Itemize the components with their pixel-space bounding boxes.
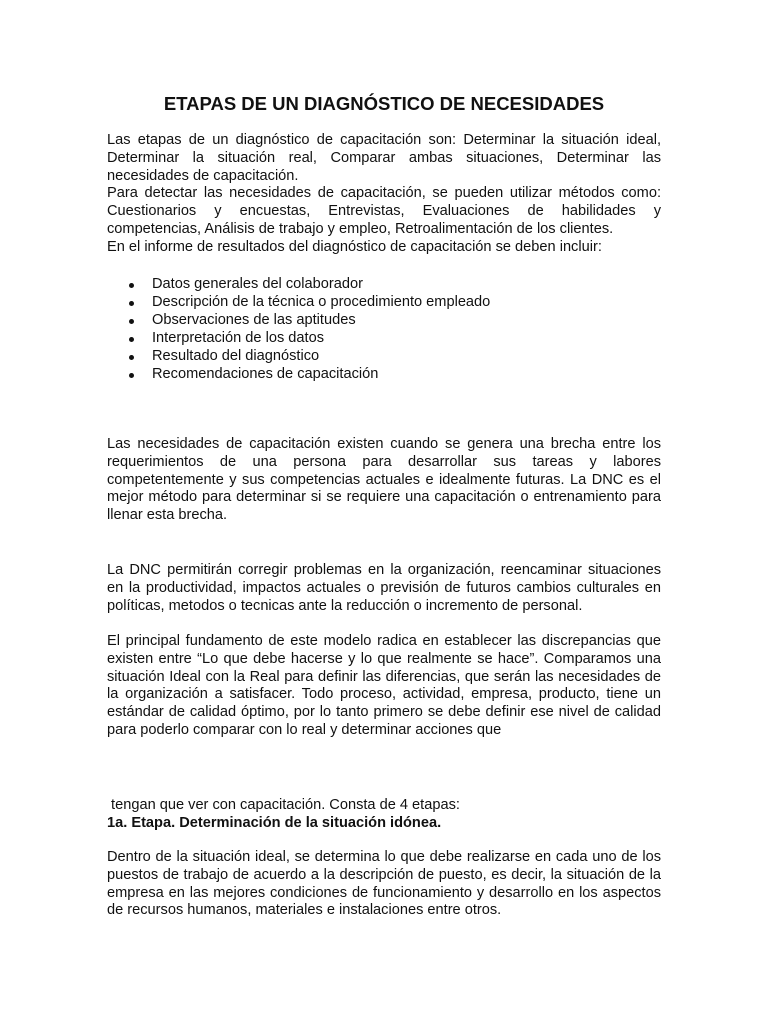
list-item: Resultado del diagnóstico xyxy=(107,348,661,366)
list-item: Descripción de la técnica o procedimiento empleado xyxy=(107,294,661,312)
intro-paragraph-report: En el informe de resultados del diagnóstico de capacitación se deben incluir: xyxy=(107,238,602,255)
list-item: Datos generales del colaborador xyxy=(107,276,661,294)
bullet-icon xyxy=(129,373,134,378)
stage1-paragraph: Dentro de la situación ideal, se determina lo que debe realizarse en cada uno de los puestos de trabajo de acuerdo a la descripción de puesto, es decir, la situación de la empresa en las mejores condiciones de funcionamiento y desarrollo en los aspectos de recursos humanos, materiales e instalaciones entre otros. xyxy=(107,849,661,919)
bullet-icon xyxy=(129,355,134,360)
bullet-icon xyxy=(129,283,134,288)
bullet-icon xyxy=(129,319,134,324)
intro-section xyxy=(107,132,661,257)
stage1-heading: 1a. Etapa. Determinación de la situación idónea. xyxy=(107,815,442,831)
bullet-icon xyxy=(129,301,134,306)
gap-paragraph: Las necesidades de capacitación existen cuando se genera una brecha entre los requerimientos de una persona para desarrollar sus tareas y labores competentemente y sus competencias actuales e idealmente futuras. La DNC es el mejor método para determinar si se requiere una capacitación o entrenamiento para llenar esta brecha. xyxy=(107,436,661,524)
stages-paragraph: tengan que ver con capacitación. Consta de 4 etapas: xyxy=(107,796,460,813)
list-item: Observaciones de las aptitudes xyxy=(107,312,661,330)
list-item: Recomendaciones de capacitación xyxy=(107,366,661,384)
model-paragraph: El principal fundamento de este modelo radica en establecer las discrepancias que existen entre “Lo que debe hacerse y lo que realmente se hace”. Comparamos una situación Ideal con la Real para definir las diferencias, que serán las necesidades de la organización a satisfacer. Todo proceso, actividad, empresa, producto, tiene un estándar de calidad óptimo, por lo tanto primero se debe definir ese nivel de calidad para poderlo comparar con lo real y determinar acciones que xyxy=(107,633,661,738)
intro-paragraph-stages: Las etapas de un diagnóstico de capacitación son: Determinar la situación ideal, Determinar la situación real, Comparar ambas situaciones, Determinar las necesidades de capacitación. xyxy=(107,132,661,184)
bullet-icon xyxy=(129,337,134,342)
list-item: Interpretación de los datos xyxy=(107,330,661,348)
report-items-list xyxy=(107,276,661,383)
dnc-paragraph: La DNC permitirán corregir problemas en la organización, reencaminar situaciones en la productividad, impactos actuales o previsión de futuros cambios culturales en políticas, metodos o tecnicas ante la reducción o incremento de personal. xyxy=(107,562,661,614)
intro-paragraph-methods: Para detectar las necesidades de capacitación, se pueden utilizar métodos como: Cuestionarios y encuestas, Entrevistas, Evaluaciones de habilidades y competencias, Análisis de trabajo y empleo, Retroalimentación de los clientes. xyxy=(107,185,661,237)
document-title: ETAPAS DE UN DIAGNÓSTICO DE NECESIDADES xyxy=(163,93,605,114)
